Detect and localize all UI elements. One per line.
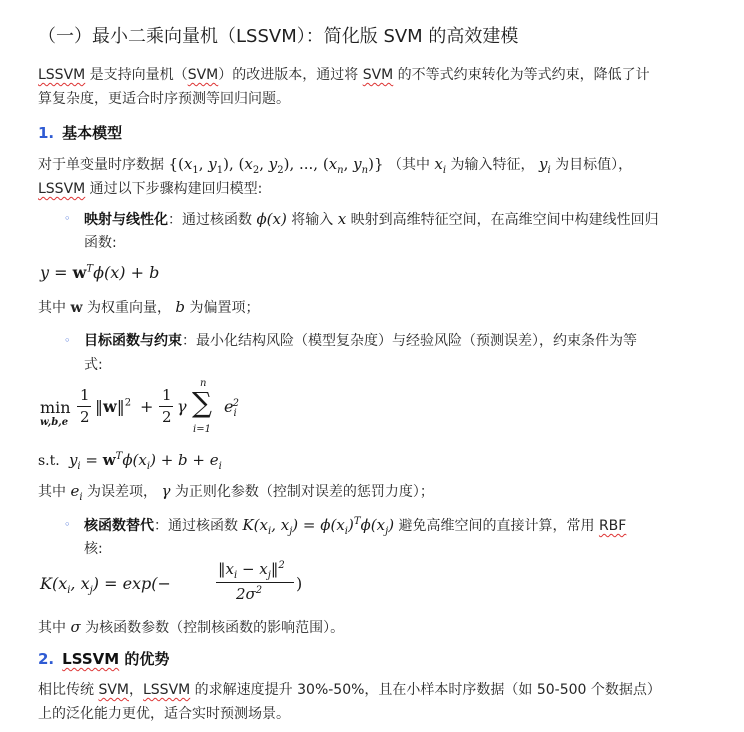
eq1-note	[38, 296, 259, 319]
sum-symbol: ∑	[192, 386, 212, 419]
eq2-note-c: 为正则化参数（控制对误差的惩罚力度）；	[174, 484, 434, 500]
eq2-note	[38, 480, 434, 503]
e-i-symbol: $e_i$	[70, 482, 83, 503]
eq2-note-a: 其中	[38, 484, 66, 500]
data-text-a: 对于单变量时序数据	[38, 157, 164, 173]
bullet-1-line-1	[84, 208, 659, 231]
half-numerator: 1	[80, 386, 90, 404]
section-2-heading	[38, 648, 169, 669]
rbf-rhs: )	[296, 574, 303, 593]
bullet-1-text-c: 映射到高维特征空间，在高维空间中构建线性回归	[350, 212, 659, 228]
w-symbol: w	[70, 300, 83, 316]
bullet-3-label: 核函数替代	[84, 518, 154, 534]
svm-term-2: SVM	[362, 67, 394, 83]
half-denominator: 2	[80, 408, 90, 426]
constraint-equation: $y_i = w^T\phi(x_i) + b + e_i$	[64, 451, 222, 472]
rbf-denominator: $2\sigma^2$	[236, 585, 263, 603]
adv-text-b: ，	[129, 682, 143, 698]
eq1-note-b: 为权重向量，	[86, 300, 171, 316]
eq2-note-b: 为误差项，	[87, 484, 157, 500]
section-2-number: 2.	[38, 650, 55, 668]
bullet-1-label: 映射与线性化	[84, 212, 168, 228]
min-subscript: w,b,e	[40, 417, 69, 428]
section-1-heading	[38, 122, 122, 143]
e-squared-term: $e_i^2$	[224, 397, 240, 420]
lssvm-term: LSSVM	[38, 67, 86, 83]
page-title: （一）最小二乘向量机（LSSVM）：简化版 SVM 的高效建模	[38, 26, 519, 47]
advantage-line-2: 上的泛化能力更优，适合实时预测场景。	[38, 706, 290, 722]
data-set-math: {($x_1$, $y_1$), ($x_2$, $y_2$), ..., ($x_n$, $y_n$)}	[168, 155, 384, 176]
bullet-marker-1: ◦	[64, 212, 71, 225]
advantage-line-1	[38, 679, 661, 701]
half-numerator-2: 1	[162, 386, 172, 404]
section-2-lssvm: LSSVM	[62, 650, 120, 668]
phi-x-math: ϕ(x)	[256, 210, 287, 228]
bullet-2-line-2: 式:	[84, 357, 103, 373]
eq3-note-a: 其中	[38, 620, 66, 636]
norm-w-squared: ‖w‖$^2$	[95, 397, 132, 416]
bullet-1-line-2: 函数:	[84, 235, 117, 251]
bullet-marker-2: ◦	[64, 334, 71, 347]
half-fraction-bar-2	[159, 406, 173, 407]
x-math: x	[337, 210, 347, 228]
bullet-marker-3: ◦	[64, 518, 71, 531]
b-symbol: b	[175, 298, 186, 316]
data-description-line-2	[38, 178, 262, 200]
rbf-lhs: $K(x_i$, $x_j) = \exp(-$	[40, 574, 171, 597]
bullet-3-line-2: 核:	[84, 541, 103, 557]
bullet-3-line-1	[84, 514, 626, 537]
gamma-inline: γ	[161, 482, 171, 500]
intro-line-2: 算复杂度，更适合时序预测等回归问题。	[38, 91, 290, 107]
sum-upper: n	[200, 378, 207, 389]
svm-term: SVM	[187, 67, 219, 83]
data-text-c: 通过以下步骤构建回归模型:	[85, 181, 263, 197]
intro-text-c: 的不等式约束转化为等式约束，降低了计	[393, 67, 650, 83]
rbf-term: RBF	[598, 518, 627, 534]
adv-lssvm-term: LSSVM	[143, 682, 191, 698]
lssvm-term-2: LSSVM	[38, 181, 86, 197]
half-fraction-bar	[77, 406, 91, 407]
bullet-2-text-a: ：最小化结构风险（模型复杂度）与经验风险（预测误差），约束条件为等	[182, 333, 637, 349]
equation-objective	[40, 378, 300, 440]
bullet-3-text-b: 避免高维空间的直接计算，常用	[398, 518, 599, 534]
adv-text-a: 相比传统	[38, 682, 99, 698]
constraint-line	[38, 449, 222, 472]
half-denominator-2: 2	[162, 408, 172, 426]
eq3-note-b: 为核函数参数（控制核函数的影响范围）。	[85, 620, 345, 636]
data-text-b: （其中 $x_i$ 为输入特征， $y_i$ 为目标值），	[387, 155, 633, 176]
sigma-symbol: σ	[70, 618, 81, 636]
equation-regression: $y = w^T\phi(x) + b$	[40, 263, 160, 282]
adv-text-c: 的求解速度提升 30%-50%，且在小样本时序数据（如 50-500 个数据点）	[190, 682, 661, 698]
bullet-3-text-a: ：通过核函数	[154, 518, 238, 534]
bullet-2-label: 目标函数与约束	[84, 333, 182, 349]
intro-text-a: 是支持向量机（	[85, 67, 188, 83]
gamma-symbol: γ	[177, 397, 187, 416]
eq1-note-a: 其中	[38, 300, 66, 316]
section-2-title: 的优势	[119, 650, 170, 668]
plus-sign: +	[140, 397, 154, 416]
bullet-2-line-1	[84, 330, 637, 352]
min-operator: min	[40, 398, 71, 417]
kernel-definition-math: $K(x_i$, $x_j) = \phi(x_i)^T\phi(x_j)$	[242, 516, 395, 537]
equation-rbf-kernel	[40, 560, 303, 610]
intro-line-1	[38, 64, 650, 86]
section-1-number: 1.	[38, 124, 55, 142]
adv-svm-term: SVM	[98, 682, 129, 698]
section-1-title: 基本模型	[62, 124, 123, 142]
eq1-note-c: 为偏置项；	[189, 300, 260, 316]
rbf-numerator: $‖x_i$ − $x_j‖^2$	[218, 560, 285, 581]
bullet-1-text-b: 将输入	[291, 212, 334, 228]
rbf-fraction-bar	[216, 582, 294, 583]
eq3-note	[38, 616, 344, 639]
sum-lower: i=1	[193, 424, 211, 435]
st-label: s.t.	[38, 453, 60, 469]
data-description-line	[38, 153, 632, 176]
bullet-1-text-a: ：通过核函数	[168, 212, 252, 228]
intro-text-b: ）的改进版本，通过将	[218, 67, 363, 83]
